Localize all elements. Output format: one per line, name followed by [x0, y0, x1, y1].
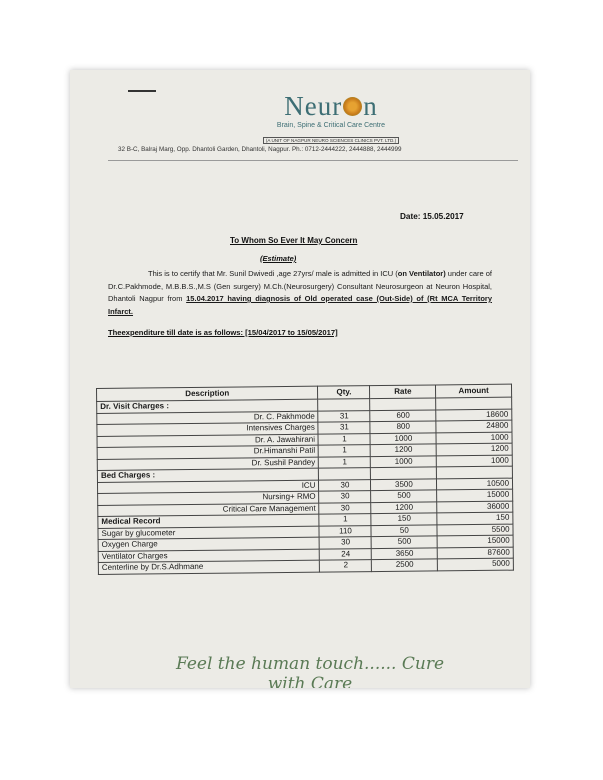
- header-divider: [108, 160, 518, 161]
- section-row: Dr. Visit Charges :: [97, 397, 512, 413]
- table-row: Centerline by Dr.S.Adhmane 2 2500 5000: [98, 558, 513, 574]
- table-row: Dr. C. Pakhmode 31 600 18600: [97, 409, 512, 425]
- table-body: [97, 397, 514, 574]
- letter-body: This is to certify that Mr. Sunil Dwivedi ,age 27yrs/ male is admitted in ICU (on Ventilator) under care of Dr.C.Pakhmode, M.B.B.S.,M.S (Gen surgery) M.Ch.(Neurosurgery) Consultant Neurosurgeon at Neuron Hospital, Dhantoli Nagpur from 15.04.2017 having diagnosis of Old operated case (Out-Side) of (Rt MCA Territory Infarct.: [108, 269, 493, 316]
- table-header-row: Description Qty. Rate Amount: [97, 384, 512, 401]
- brand-subunit: (A UNIT OF NAGPUR NEURO SCIENCES CLINICS PVT. LTD.): [263, 137, 399, 144]
- table-row: Dr.Himanshi Patil 1 1200 1200: [97, 443, 512, 459]
- table-row: Critical Care Management 30 1200 36000: [98, 501, 513, 517]
- brand-tagline: Brain, Spine & Critical Care Centre: [276, 122, 386, 129]
- table-row: Sugar by glucometer 110 50 5500: [98, 524, 513, 540]
- table-row: Dr. A. Jawahirani 1 1000 1000: [97, 432, 512, 448]
- table-row: Nursing+ RMO 30 500 15000: [98, 489, 513, 505]
- table-row: Oxygen Charge 30 500 15000: [98, 535, 513, 551]
- letter-subheading: (Estimate): [260, 254, 297, 263]
- flower-logo-icon: [343, 97, 362, 116]
- expenditure-line: Theexpenditure till date is as follows: [15/04/2017 to 15/05/2017]: [108, 328, 338, 337]
- table-row: ICU 30 3500 10500: [97, 478, 512, 494]
- margin-mark: [128, 90, 156, 92]
- letter-date: Date: 15.05.2017: [400, 212, 464, 221]
- estimate-table: [96, 384, 514, 575]
- table-row: Dr. Sushil Pandey 1 1000 1000: [97, 455, 512, 471]
- letter-heading: To Whom So Ever It May Concern: [230, 236, 358, 245]
- document-page: [70, 70, 530, 688]
- table-row: Ventilator Charges 24 3650 87600: [98, 547, 513, 563]
- table-row: Medical Record 1 150 150: [98, 512, 513, 528]
- footer-slogan: Feel the human touch...... Cure with Care: [175, 654, 445, 688]
- hospital-address: 32 B-C, Balraj Marg, Opp. Dhantoli Garden, Dhantoli, Nagpur. Ph.: 0712-2444222, 2444888, 2444999: [118, 146, 402, 153]
- section-row: Bed Charges :: [97, 466, 512, 482]
- brand-name: Neur n: [284, 91, 378, 121]
- hospital-logo: [256, 92, 406, 147]
- table-row: Intensives Charges 31 800 24800: [97, 420, 512, 436]
